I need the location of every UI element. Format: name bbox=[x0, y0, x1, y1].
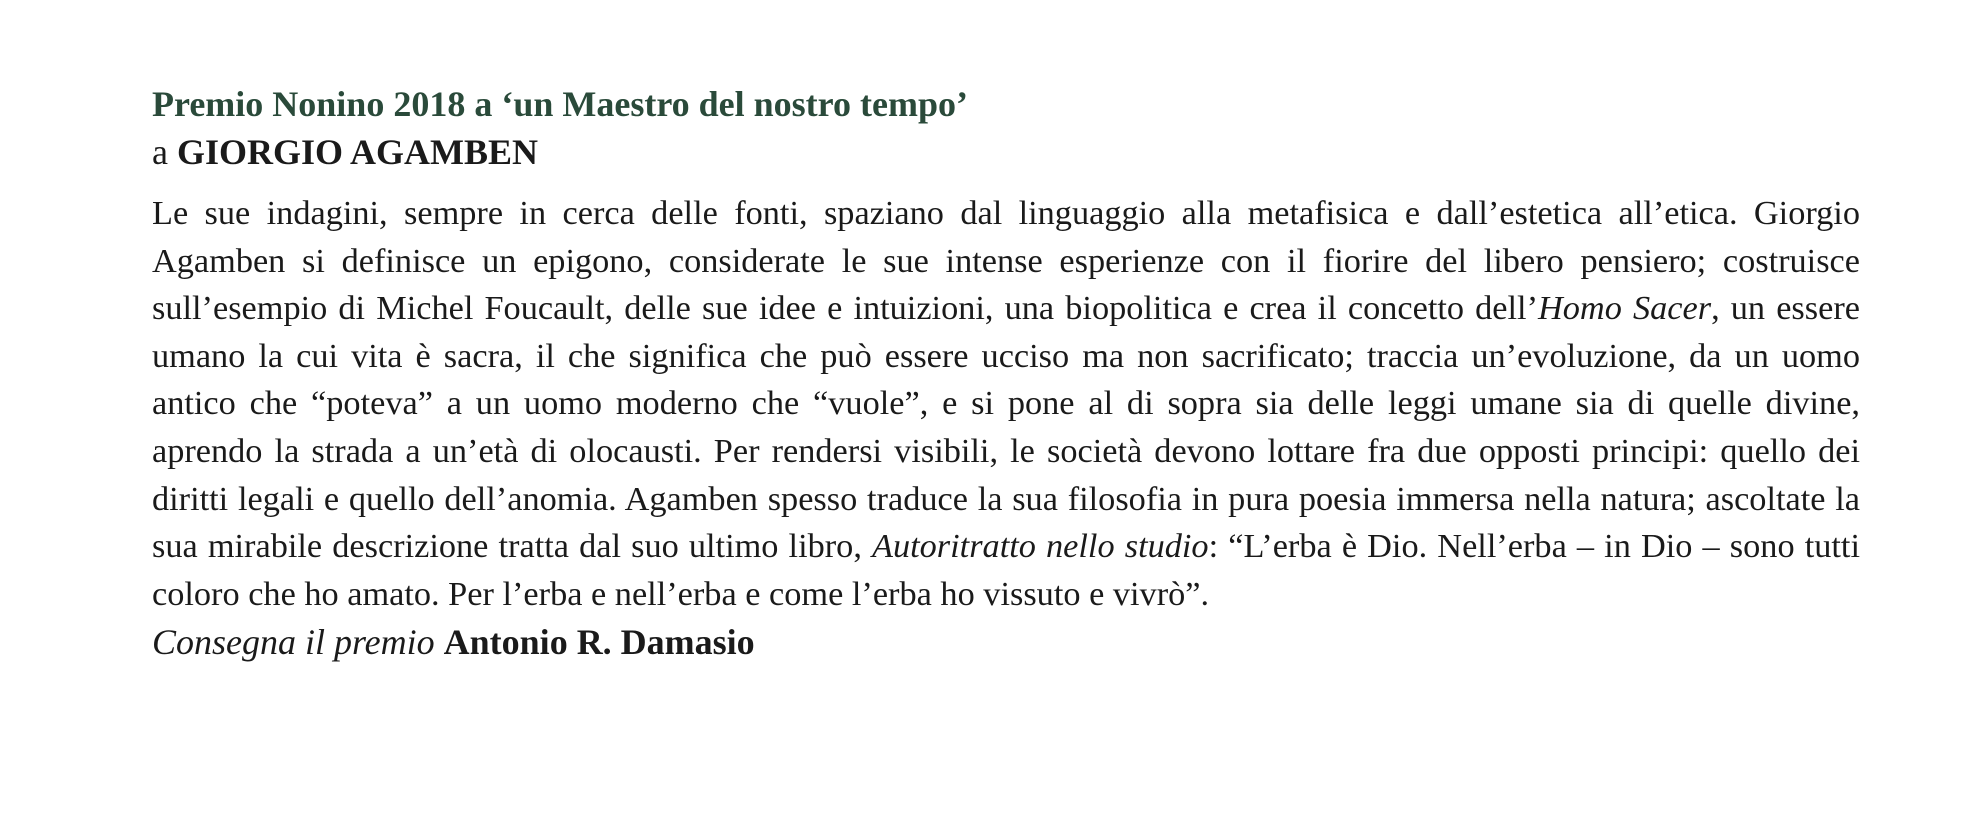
presenter-name: Antonio R. Damasio bbox=[443, 622, 755, 663]
laureate-name: GIORGIO AGAMBEN bbox=[176, 132, 539, 172]
award-title: Premio Nonino 2018 a ‘un Maestro del nostro tempo’ bbox=[152, 84, 968, 124]
motivation-paragraph bbox=[152, 190, 1860, 618]
laureate-prefix: a bbox=[152, 132, 177, 172]
paragraph-text-3: : “L’erba è Dio. Nell’erba – in Dio – sono tutti coloro che ho amato. Per l’erba e nell’erba e come l’erba ho vissuto e vivrò”. bbox=[152, 527, 1860, 613]
book-title: Autoritratto nello studio bbox=[872, 527, 1209, 566]
document-page bbox=[152, 80, 1860, 666]
paragraph-text-2: , un essere umano la cui vita è sacra, il che significa che può essere ucciso ma non sacrificato; traccia un’evoluzione, da un uomo antico che “poteva” a un uomo moderno che “vuole”, e si pone al di sopra sia delle leggi umane sia di quelle divine, aprendo la strada a un’età di olocausti. Per rendersi visibili, le società devono lottare fra due opposti principi: quello dei diritti legali e quello dell’anomia. Agamben spesso traduce la sua filosofia in pura poesia immersa nella natura; ascoltate la sua mirabile descrizione tratta dal suo ultimo libro, bbox=[152, 289, 1860, 566]
laureate-line bbox=[152, 128, 1860, 176]
paragraph-text-1: Le sue indagini, sempre in cerca delle fonti, spaziano dal linguaggio alla metafisica e dall’estetica all’etica. Giorgio Agamben si definisce un epigono, considerate le sue intense esperienze con il fiorire del libero pensiero; costruisce sull’esempio di Michel Foucault, delle sue idee e intuizioni, una biopolitica e crea il concetto dell’ bbox=[152, 194, 1860, 328]
presenter-line bbox=[152, 618, 1860, 666]
homo-sacer-title: Homo Sacer bbox=[1538, 289, 1712, 328]
presenter-label: Consegna il premio bbox=[152, 622, 435, 663]
